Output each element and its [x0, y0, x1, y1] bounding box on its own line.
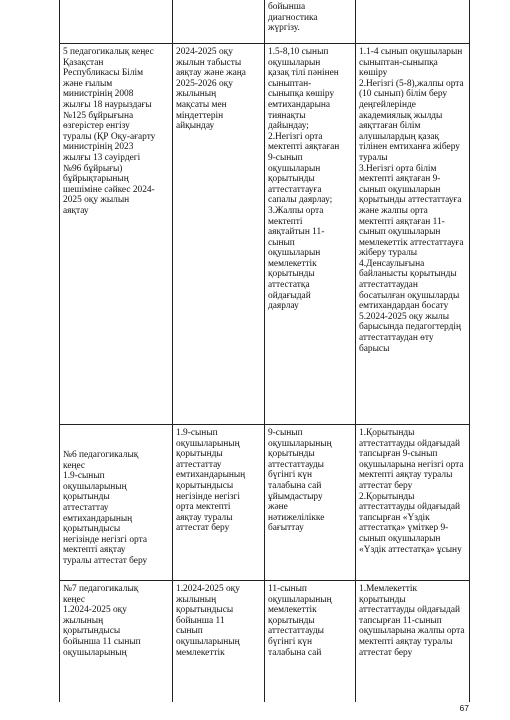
table-cell: 1.9-сынып оқушыларының қорытынды аттестаттау емтихандарының қорытындысы негізінде негізгі орта мектепті аяқтау туралы аттестат беру — [173, 424, 265, 580]
table-cell — [356, 0, 470, 43]
table-row — [60, 580, 470, 702]
table-cell: №6 педагогикалық кеңес 1.9-сынып оқушыларының қорытынды аттестаттау емтихандарының қорытындысы негізінде негізгі орта мектепті аяқтау туралы аттестат беру — [60, 424, 173, 580]
table-cell: 5 педагогикалық кеңес Қазақстан Республикасы Білім және ғылым министрінің 2008 жылғы 18 наурыздағы №125 бұйрығына өзгерістер енгізу туралы (ҚР Оқу-ағарту министрінің 2023 жылғы 13 сәуірдегі №96 бұйрығы) бұйрықтарының шешіміне сәйкес 2024- 2025 оқу жылын аяқтау — [60, 43, 173, 424]
page-number: 67 — [459, 703, 469, 713]
table-cell — [173, 0, 265, 43]
table-cell: бойынша диагностика жүргізу. — [265, 0, 356, 43]
table-cell — [60, 0, 173, 43]
table-row — [60, 424, 470, 581]
table-cell: 1.1-4 сынып оқушыларын сыныптан-сыныпқа көшіру 2.Негізгі (5-8),жалпы орта (10 сынып) білім беру деңгейлерінде академиялық жылды аяқттаған білім алушылардың қазақ тілінен емтиханға жіберу туралы 3.Негізгі орта білім мектепті аяқтаған 9- сынып оқушыларын қорытынды аттестаттауға және жалпы орта мектепті аяқтаған 11- сынып оқушыларын мемлекеттік аттестаттауға жіберу туралы 4.Денсаулығына байланысты қорытынды аттестаттаудан босатылған оқушыларды емтихандардан босату 5.2024-2025 оқу жылы барысында педагогтердің аттестаттаудан өту барысы — [356, 43, 470, 424]
table-cell: 2024-2025 оқу жылын табысты аяқтау және жаңа 2025-2026 оқу жылының мақсаты мен міндеттерін айқындау — [173, 43, 265, 424]
table-cell: 1.Қорытынды аттестаттауды ойдағыдай тапсырған 9-сынып оқушыларына негізгі орта мектепті аяқтау туралы аттестат беру 2.Қорытынды аттестаттауды ойдағыдай тапсырған «Үздік аттестатқа» үміткер 9- сынып оқушыларын «Үздік аттестатқа» ұсыну — [356, 424, 470, 580]
table-row — [60, 43, 470, 425]
table-row — [60, 0, 470, 44]
table-cell: 1.2024-2025 оқу жылының қорытындысы бойынша 11 сынып оқушыларының мемлекеттік — [173, 580, 265, 702]
table-cell: 11-сынып оқушыларының мемлекеттік қорытынды аттестаттауды бүгінгі күн талабына сай — [265, 580, 356, 702]
table-cell: 1.Мемлекеттік қорытынды аттестаттауды ойдағыдай тапсырған 11-сынып оқушыларына жалпы орта мектепті аяқтау туралы аттестат беру — [356, 580, 470, 702]
table-cell: №7 педагогикалық кеңес 1.2024-2025 оқу жылының қорытындысы бойынша 11 сынып оқушыларының — [60, 580, 173, 702]
table-cell: 9-сынып оқушыларының қорытынды аттестаттауды бүгінгі күн талабына сай ұйымдастыру және нәтижелілікке бағыттау — [265, 424, 356, 580]
table-cell: 1.5-8,10 сынып оқушыларын қазақ тілі пәнінен сыныптан- сыныпқа көшіру емтихандарына тиянақты дайындау; 2.Негізгі орта мектепті аяқтаған 9-сынып оқушыларын қорытынды аттестаттауға сапалы даярлау; 3.Жалпы орта мектепті аяқтайтын 11- сынып оқушыларын мемлекеттік қорытынды аттестатқа oйдағыдай даярлау — [265, 43, 356, 424]
document-table — [59, 0, 470, 702]
